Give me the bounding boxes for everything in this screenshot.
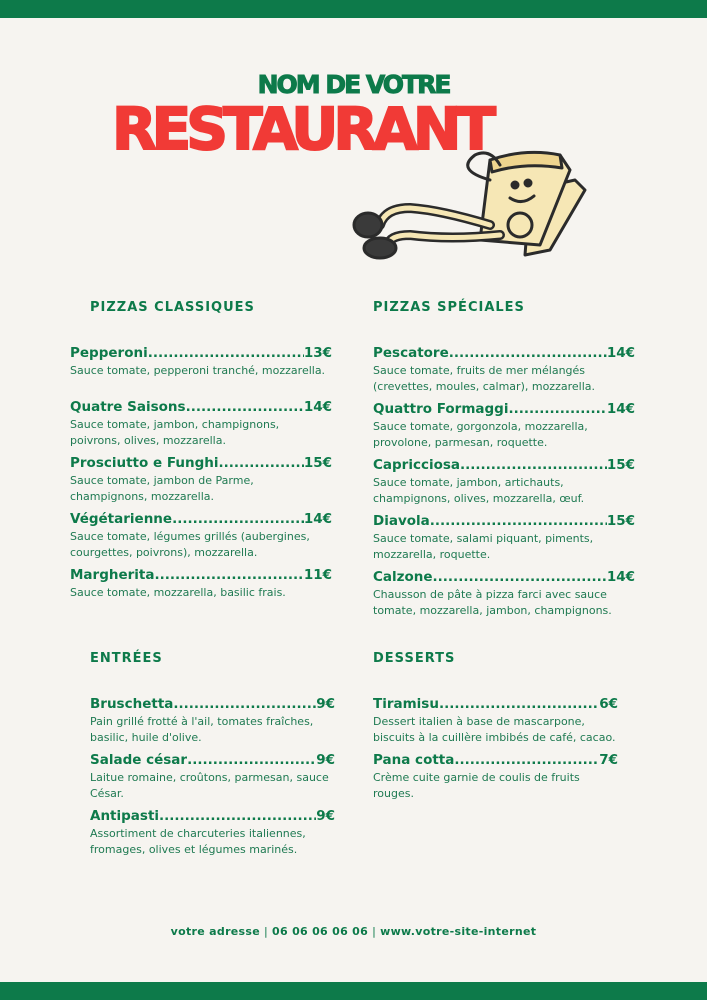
item-description: Sauce tomate, légumes grillés (aubergines, courgettes, poivrons), mozzarella. — [70, 530, 310, 559]
item-name: Pepperoni — [70, 345, 148, 361]
menu-item — [373, 694, 618, 746]
dot-leader — [449, 343, 607, 363]
menu-item-header — [70, 509, 332, 529]
pizzas-speciales-list — [373, 343, 635, 623]
item-description: Chausson de pâte à pizza farci avec sauce tomate, mozzarella, jambon, champignons. — [373, 588, 612, 617]
pizza-mascot-illustration — [350, 150, 590, 265]
menu-item-header — [70, 453, 332, 473]
menu-item — [373, 343, 635, 395]
menu-item — [70, 397, 332, 449]
item-name: Pana cotta — [373, 752, 455, 768]
dot-leader — [154, 565, 303, 585]
menu-item-header — [70, 343, 332, 363]
item-description: Sauce tomate, jambon, artichauts, champignons, olives, mozzarella, œuf. — [373, 476, 585, 505]
section-title-entrees: ENTRÉES — [90, 651, 163, 666]
item-description: Sauce tomate, pepperoni tranché, mozzarella. — [70, 364, 326, 377]
item-description: Sauce tomate, fruits de mer mélangés (crevettes, moules, calmar), mozzarella. — [373, 364, 595, 393]
item-price: 11€ — [303, 567, 332, 583]
dot-leader — [508, 399, 606, 419]
menu-item — [373, 455, 635, 507]
restaurant-name-line2: RESTAURANT — [112, 95, 491, 163]
menu-item — [90, 750, 335, 802]
menu-item — [373, 399, 635, 451]
item-price: 6€ — [599, 696, 618, 712]
menu-item-header — [90, 694, 335, 714]
dot-leader — [173, 694, 316, 714]
dot-leader — [454, 750, 599, 770]
item-description: Sauce tomate, jambon, champignons, poivrons, olives, mozzarella. — [70, 418, 280, 447]
item-price: 15€ — [606, 457, 635, 473]
dot-leader — [186, 397, 304, 417]
item-description: Sauce tomate, mozzarella, basilic frais. — [70, 586, 286, 599]
item-description: Assortiment de charcuteries italiennes, fromages, olives et légumes marinés. — [90, 827, 306, 856]
item-price: 15€ — [303, 455, 332, 471]
item-name: Bruschetta — [90, 696, 174, 712]
item-price: 9€ — [316, 696, 335, 712]
dot-leader — [187, 750, 316, 770]
item-name: Pescatore — [373, 345, 449, 361]
item-price: 7€ — [599, 752, 618, 768]
menu-item-header — [373, 511, 635, 531]
item-price: 14€ — [606, 401, 635, 417]
section-title-pizzas-classiques: PIZZAS CLASSIQUES — [90, 300, 255, 315]
menu-item-header — [70, 397, 332, 417]
item-name: Végétarienne — [70, 511, 173, 527]
pizzas-classiques-list — [70, 343, 332, 605]
dot-leader — [219, 453, 304, 473]
menu-item — [90, 806, 335, 858]
menu-item-header — [373, 399, 635, 419]
footer-address: votre adresse — [170, 925, 261, 938]
item-name: Capricciosa — [373, 457, 461, 473]
desserts-list — [373, 694, 618, 806]
dot-leader — [433, 567, 607, 587]
menu-item-header — [373, 455, 635, 475]
entrees-list — [90, 694, 335, 862]
item-price: 14€ — [303, 399, 332, 415]
dot-leader — [148, 343, 304, 363]
restaurant-name-line1: NOM DE VOTRE — [257, 70, 450, 99]
item-description: Sauce tomate, gorgonzola, mozzarella, provolone, parmesan, roquette. — [373, 420, 588, 449]
item-price: 14€ — [606, 345, 635, 361]
menu-item — [70, 453, 332, 505]
menu-item — [90, 694, 335, 746]
item-description: Laitue romaine, croûtons, parmesan, sauce César. — [90, 771, 329, 800]
item-name: Prosciutto e Funghi — [70, 455, 219, 471]
dot-leader — [439, 694, 599, 714]
dot-leader — [430, 511, 607, 531]
menu-item — [373, 750, 618, 802]
item-price: 14€ — [606, 569, 635, 585]
menu-item — [373, 511, 635, 563]
menu-item — [70, 343, 332, 379]
top-bar — [0, 0, 707, 18]
footer-contact — [0, 924, 707, 940]
item-price: 13€ — [303, 345, 332, 361]
item-description: Dessert italien à base de mascarpone, biscuits à la cuillère imbibés de café, cacao. — [373, 715, 616, 744]
dot-leader — [172, 509, 304, 529]
menu-item-header — [373, 750, 618, 770]
item-description: Pain grillé frotté à l'ail, tomates fraîches, basilic, huile d'olive. — [90, 715, 314, 744]
footer-phone: 06 06 06 06 06 — [272, 925, 369, 938]
item-price: 14€ — [303, 511, 332, 527]
separator: | — [372, 925, 377, 938]
item-name: Diavola — [373, 513, 430, 529]
item-price: 9€ — [316, 808, 335, 824]
menu-item-header — [373, 694, 618, 714]
footer-website: www.votre-site-internet — [380, 925, 537, 938]
item-price: 9€ — [316, 752, 335, 768]
item-name: Margherita — [70, 567, 155, 583]
item-name: Calzone — [373, 569, 433, 585]
menu-item-header — [373, 567, 635, 587]
separator: | — [264, 925, 269, 938]
menu-item-header — [373, 343, 635, 363]
bottom-bar — [0, 982, 707, 1000]
menu-item — [70, 509, 332, 561]
menu-item — [373, 567, 635, 619]
item-description: Sauce tomate, salami piquant, piments, mozzarella, roquette. — [373, 532, 594, 561]
menu-item-header — [90, 750, 335, 770]
dot-leader — [460, 455, 607, 475]
menu-item-header — [90, 806, 335, 826]
item-description: Sauce tomate, jambon de Parme, champignons, mozzarella. — [70, 474, 254, 503]
item-name: Quatre Saisons — [70, 399, 186, 415]
item-name: Quattro Formaggi — [373, 401, 509, 417]
section-title-pizzas-speciales: PIZZAS SPÉCIALES — [373, 300, 525, 315]
item-name: Antipasti — [90, 808, 160, 824]
menu-item-header — [70, 565, 332, 585]
dot-leader — [159, 806, 316, 826]
item-description: Crème cuite garnie de coulis de fruits rouges. — [373, 771, 580, 800]
item-name: Salade césar — [90, 752, 188, 768]
item-name: Tiramisu — [373, 696, 439, 712]
item-price: 15€ — [606, 513, 635, 529]
section-title-desserts: DESSERTS — [373, 651, 456, 666]
menu-item — [70, 565, 332, 601]
